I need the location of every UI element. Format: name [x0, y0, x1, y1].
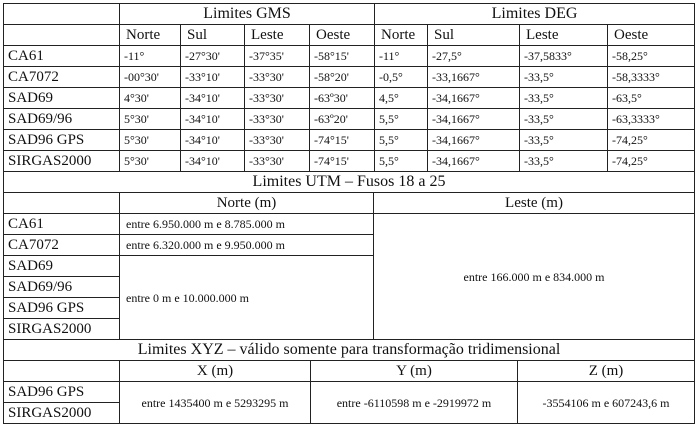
gms-value: -33°10': [181, 67, 245, 88]
xyz-title: Limites XYZ – válido somente para transformação tridimensional: [4, 340, 695, 361]
datum-name: SIRGAS2000: [4, 319, 120, 340]
utm-east-range: entre 166.000 m e 834.000 m: [374, 214, 695, 340]
table-row: [4, 382, 695, 403]
deg-value: -27,5°: [428, 46, 520, 67]
geographic-limits-table: [3, 3, 695, 172]
deg-value: -0,5°: [375, 67, 428, 88]
deg-value: -33,5°: [520, 88, 608, 109]
xyz-header-z: Z (m): [518, 361, 695, 382]
deg-value: -11°: [375, 46, 428, 67]
xyz-header-y: Y (m): [311, 361, 518, 382]
corner-cell: [4, 361, 120, 382]
deg-value: -58,3333°: [608, 67, 695, 88]
xyz-x-range: entre 1435400 m e 5293295 m: [120, 382, 311, 424]
datum-name: SAD96 GPS: [4, 130, 120, 151]
gms-value: -33°30': [245, 88, 310, 109]
utm-title: Limites UTM – Fusos 18 a 25: [4, 172, 695, 193]
gms-value: -74°15': [310, 130, 375, 151]
datum-name: CA61: [4, 46, 120, 67]
gms-value: -74°15': [310, 151, 375, 172]
datum-name: SIRGAS2000: [4, 403, 120, 424]
deg-value: 5,5°: [375, 109, 428, 130]
table-row: [4, 46, 695, 67]
gms-value: -37°35': [245, 46, 310, 67]
deg-value: -63,3333°: [608, 109, 695, 130]
datum-name: SAD96 GPS: [4, 298, 120, 319]
corner-cell: [4, 4, 120, 25]
utm-north-range: entre 6.320.000 m e 9.950.000 m: [120, 235, 374, 256]
gms-value: -63º30': [310, 88, 375, 109]
deg-value: -33,5°: [520, 130, 608, 151]
gms-value: 5°30': [120, 109, 181, 130]
deg-value: -33,5°: [520, 67, 608, 88]
gms-value: -58°15': [310, 46, 375, 67]
datum-name: CA7072: [4, 67, 120, 88]
deg-value: 5,5°: [375, 151, 428, 172]
deg-header-oeste: Oeste: [608, 25, 695, 46]
deg-value: -33,5°: [520, 151, 608, 172]
table-row: [4, 67, 695, 88]
utm-limits-table: [3, 171, 695, 340]
gms-value: -34°10': [181, 130, 245, 151]
table-row: [4, 130, 695, 151]
gms-value: -33°30': [245, 151, 310, 172]
utm-north-range: entre 6.950.000 m e 8.785.000 m: [120, 214, 374, 235]
xyz-limits-table: [3, 339, 695, 424]
deg-value: 5,5°: [375, 130, 428, 151]
datum-name: SAD69/96: [4, 277, 120, 298]
corner-cell: [4, 25, 120, 46]
deg-value: -33,1667°: [428, 67, 520, 88]
gms-value: 4°30': [120, 88, 181, 109]
deg-value: -58,25°: [608, 46, 695, 67]
datum-name: SAD69: [4, 256, 120, 277]
xyz-y-range: entre -6110598 m e -2919972 m: [311, 382, 518, 424]
xyz-header-x: X (m): [120, 361, 311, 382]
gms-value: -27°30': [181, 46, 245, 67]
deg-value: -63,5°: [608, 88, 695, 109]
deg-title: Limites DEG: [375, 4, 695, 25]
deg-header-sul: Sul: [428, 25, 520, 46]
gms-value: -33°30': [245, 109, 310, 130]
deg-value: -34,1667°: [428, 151, 520, 172]
datum-name: SAD69/96: [4, 109, 120, 130]
gms-value: -00°30': [120, 67, 181, 88]
gms-value: -63º20': [310, 109, 375, 130]
deg-value: -33,5°: [520, 109, 608, 130]
gms-header-oeste: Oeste: [310, 25, 375, 46]
utm-north-header: Norte (m): [120, 193, 374, 214]
gms-title: Limites GMS: [120, 4, 375, 25]
gms-value: -34°10': [181, 151, 245, 172]
gms-value: -34°10': [181, 109, 245, 130]
datum-name: SAD69: [4, 88, 120, 109]
gms-value: -34°10': [181, 88, 245, 109]
gms-value: -58°20': [310, 67, 375, 88]
gms-value: 5°30': [120, 151, 181, 172]
utm-east-header: Leste (m): [374, 193, 695, 214]
datum-name: CA61: [4, 214, 120, 235]
deg-value: -37,5833°: [520, 46, 608, 67]
deg-header-norte: Norte: [375, 25, 428, 46]
table-row: [4, 214, 695, 235]
deg-value: -74,25°: [608, 130, 695, 151]
table-row: [4, 88, 695, 109]
utm-north-range: entre 0 m e 10.000.000 m: [120, 256, 374, 340]
deg-value: -74,25°: [608, 151, 695, 172]
gms-value: -11°: [120, 46, 181, 67]
gms-value: 5°30': [120, 130, 181, 151]
datum-name: SIRGAS2000: [4, 151, 120, 172]
gms-header-norte: Norte: [120, 25, 181, 46]
gms-value: -33°30': [245, 67, 310, 88]
datum-name: CA7072: [4, 235, 120, 256]
datum-name: SAD96 GPS: [4, 382, 120, 403]
gms-header-sul: Sul: [181, 25, 245, 46]
deg-value: 4,5°: [375, 88, 428, 109]
gms-header-leste: Leste: [245, 25, 310, 46]
deg-value: -34,1667°: [428, 109, 520, 130]
table-row: [4, 151, 695, 172]
corner-cell: [4, 193, 120, 214]
datum-limits-document: [3, 3, 694, 424]
deg-header-leste: Leste: [520, 25, 608, 46]
gms-value: -33°30': [245, 130, 310, 151]
deg-value: -34,1667°: [428, 130, 520, 151]
deg-value: -34,1667°: [428, 88, 520, 109]
table-row: [4, 109, 695, 130]
xyz-z-range: -3554106 m e 607243,6 m: [518, 382, 695, 424]
